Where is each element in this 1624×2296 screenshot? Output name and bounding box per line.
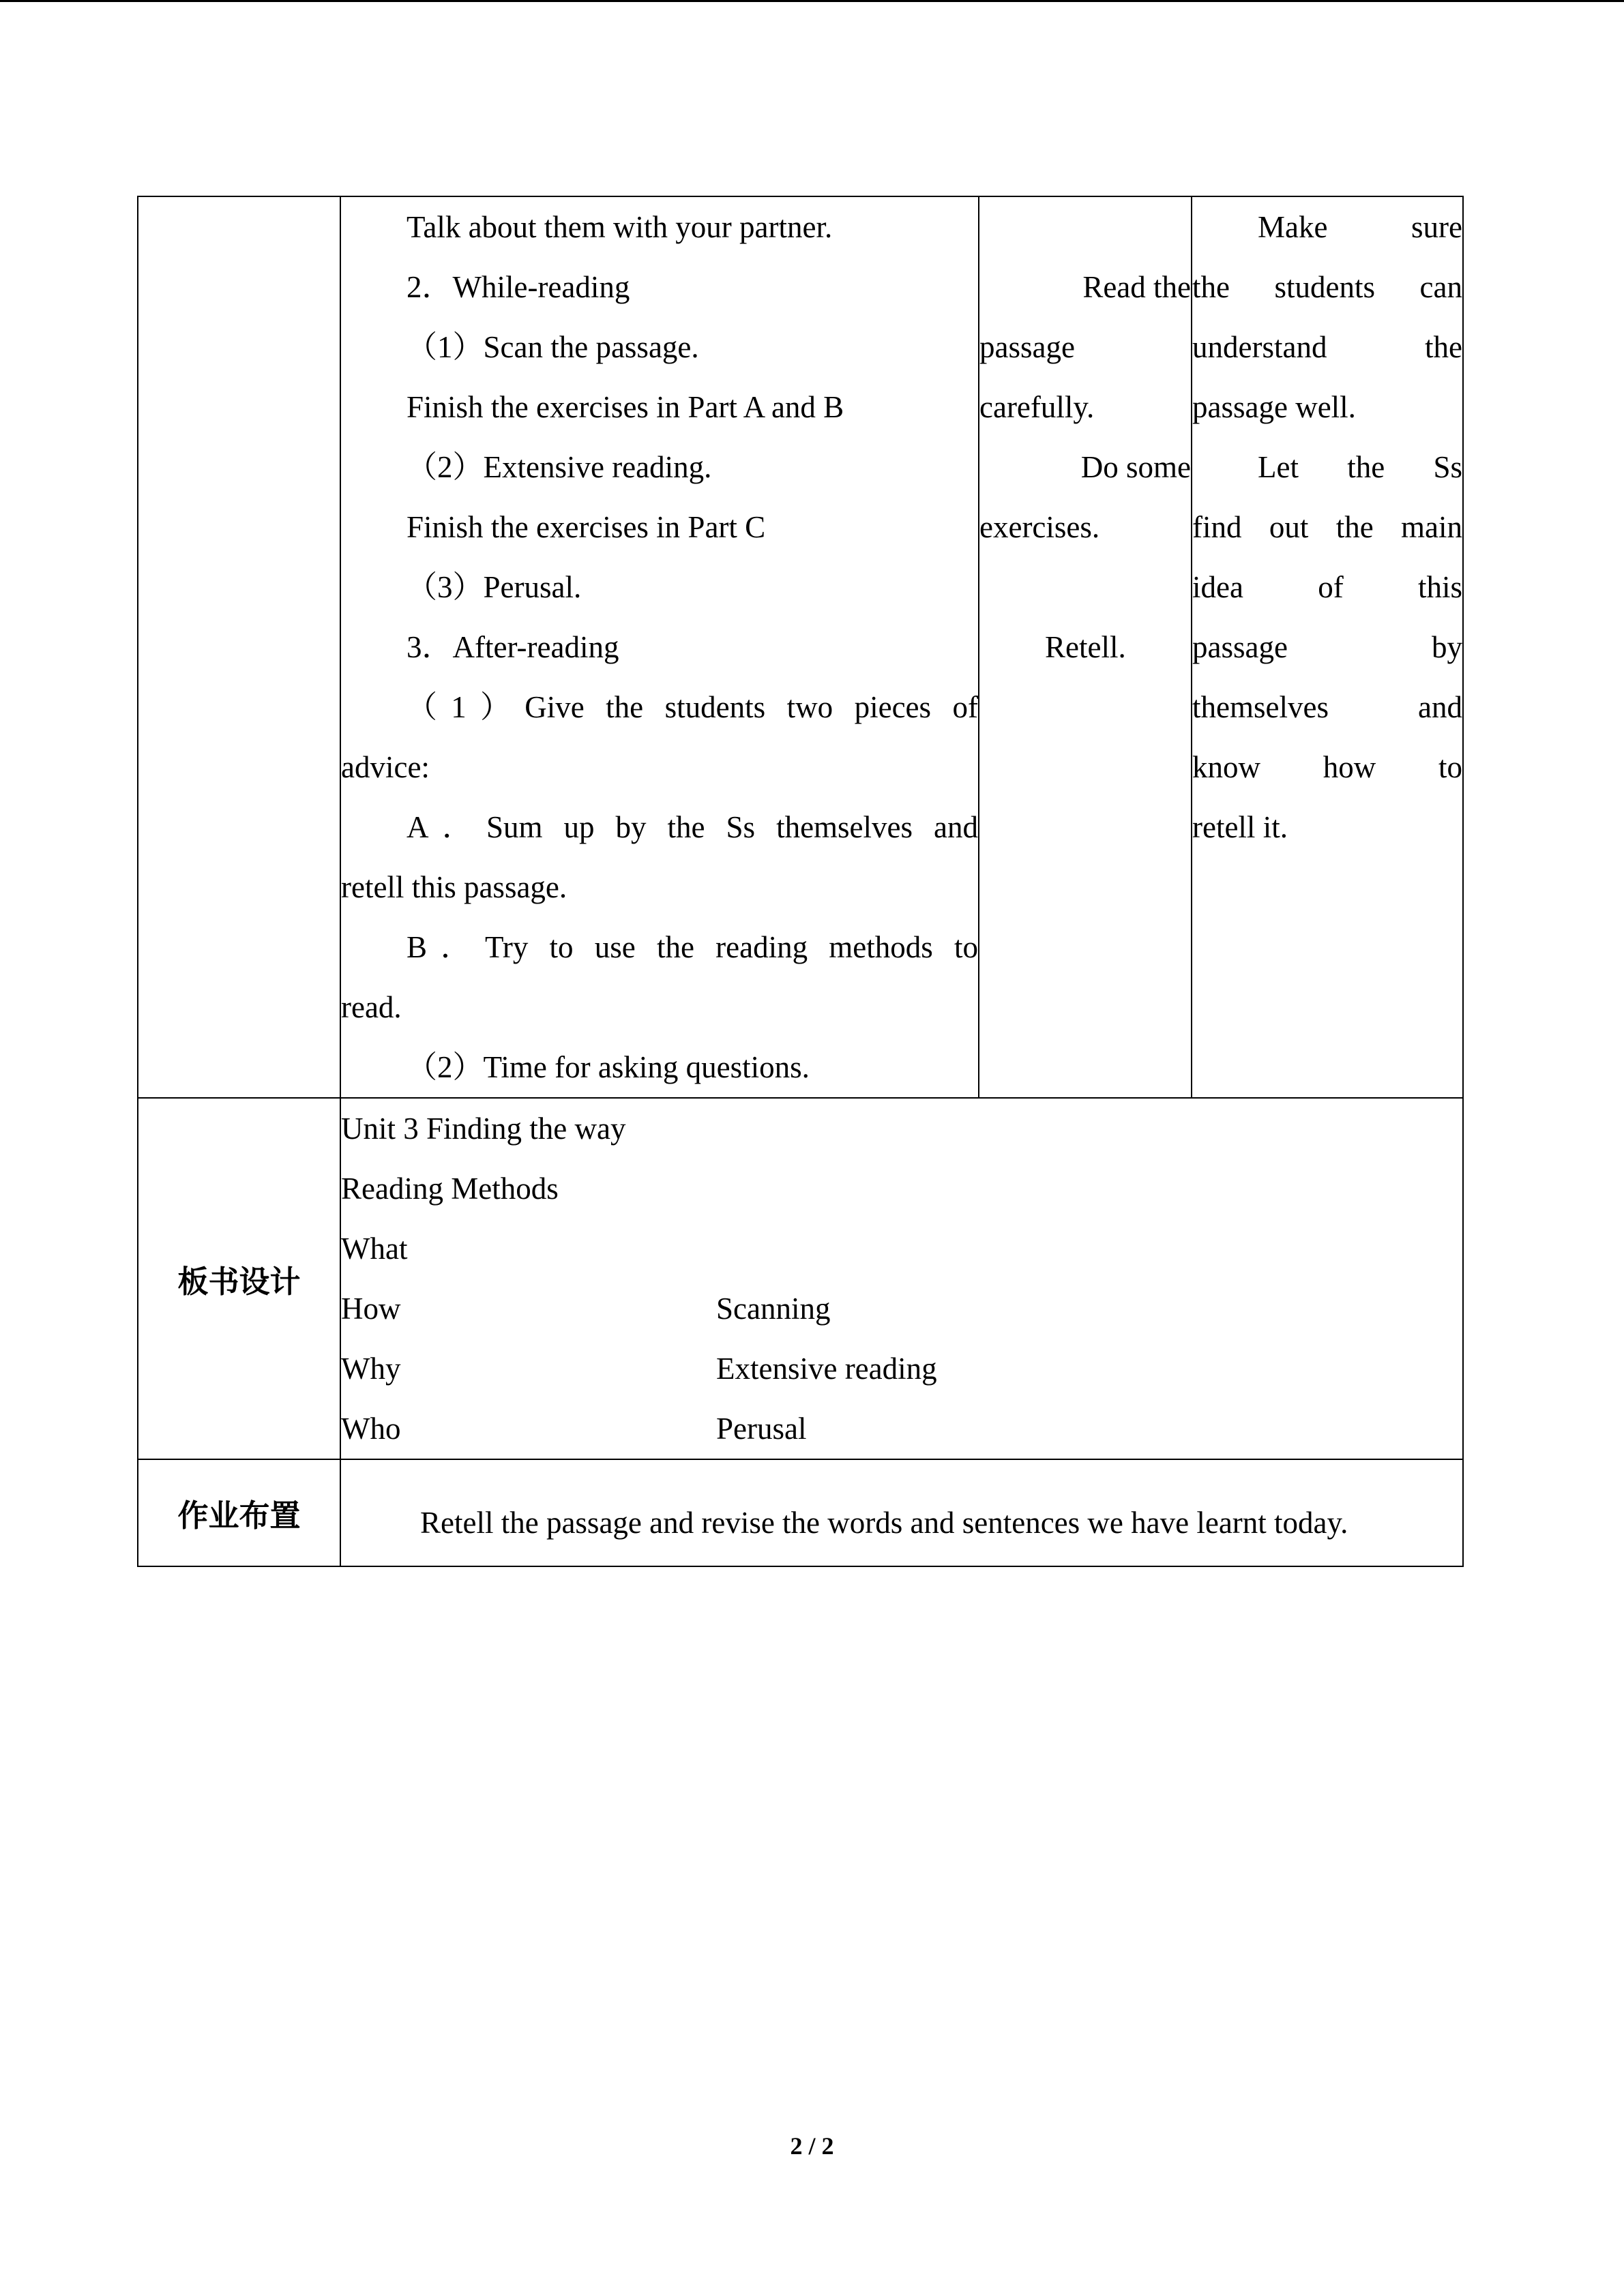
board-subtitle: Reading Methods — [341, 1172, 559, 1206]
board-right-item: Perusal — [716, 1412, 807, 1446]
board-design-cell — [340, 1098, 1463, 1459]
homework-label: 作业布置 — [138, 1459, 340, 1566]
student-line: Read the — [1082, 270, 1191, 304]
step-line: Finish the exercises in Part A and B — [407, 390, 844, 424]
student-activity-cell — [979, 196, 1192, 1098]
step-line: retell this passage. — [341, 870, 567, 904]
purpose-line: Make sure — [1258, 210, 1462, 244]
homework-cell — [340, 1459, 1463, 1566]
page-number: 2 / 2 — [790, 2132, 834, 2160]
board-line — [341, 1399, 1462, 1459]
purpose-line: idea of this — [1192, 570, 1462, 604]
homework-row — [138, 1459, 1463, 1566]
board-left-item: Who — [341, 1412, 401, 1446]
procedure-row — [138, 196, 1463, 1098]
teacher-activity-cell — [340, 196, 979, 1098]
board-left-item: How — [341, 1292, 401, 1326]
board-left-item: What — [341, 1232, 408, 1266]
purpose-cell — [1192, 196, 1463, 1098]
board-right-item: Scanning — [716, 1292, 831, 1326]
homework-text: Retell the passage and revise the words and sentences we have learnt today. — [420, 1505, 1348, 1540]
step-line: Finish the exercises in Part C — [407, 510, 766, 544]
purpose-line: passage by — [1192, 630, 1462, 664]
procedure-label-cell — [138, 196, 340, 1098]
board-line — [341, 1219, 1462, 1279]
step-line: （2）Extensive reading. — [407, 450, 712, 484]
step-line: 2．While-reading — [407, 270, 630, 304]
step-line: （1）Give the students two pieces of — [407, 690, 978, 724]
step-line: 3．After-reading — [407, 630, 619, 664]
board-line — [341, 1279, 1462, 1339]
spacer-line — [979, 557, 1191, 617]
purpose-line: Let the Ss — [1258, 450, 1462, 484]
spacer-line — [979, 197, 1191, 257]
purpose-line: know how to — [1192, 750, 1462, 784]
top-border-line — [0, 0, 1624, 2]
student-line: passage — [979, 330, 1075, 364]
step-line: （3）Perusal. — [407, 570, 582, 604]
step-line: （2）Time for asking questions. — [407, 1050, 810, 1084]
board-right-item: Extensive reading — [716, 1352, 937, 1386]
step-line: Talk about them with your partner. — [407, 210, 833, 244]
board-line — [341, 1339, 1462, 1399]
student-line: exercises. — [979, 510, 1100, 544]
purpose-line: understand the — [1192, 330, 1462, 364]
board-design-label: 板书设计 — [138, 1098, 340, 1459]
step-line: advice: — [341, 750, 430, 784]
purpose-line: themselves and — [1192, 690, 1462, 724]
student-line: carefully. — [979, 390, 1095, 424]
purpose-line: find out the main — [1192, 510, 1462, 544]
step-line: A．Sum up by the Ss themselves and — [407, 810, 978, 844]
purpose-line: passage well. — [1192, 390, 1356, 424]
step-line: B．Try to use the reading methods to — [407, 930, 978, 964]
board-title: Unit 3 Finding the way — [341, 1112, 626, 1146]
student-line: Retell. — [1045, 630, 1126, 664]
student-line: Do some — [1080, 450, 1191, 484]
purpose-line: retell it. — [1192, 810, 1288, 844]
purpose-line: the students can — [1192, 270, 1462, 304]
step-line: read. — [341, 990, 402, 1024]
board-design-row — [138, 1098, 1463, 1459]
lesson-plan-table — [137, 196, 1464, 1567]
board-left-item: Why — [341, 1352, 401, 1386]
step-line: （1）Scan the passage. — [407, 330, 699, 364]
